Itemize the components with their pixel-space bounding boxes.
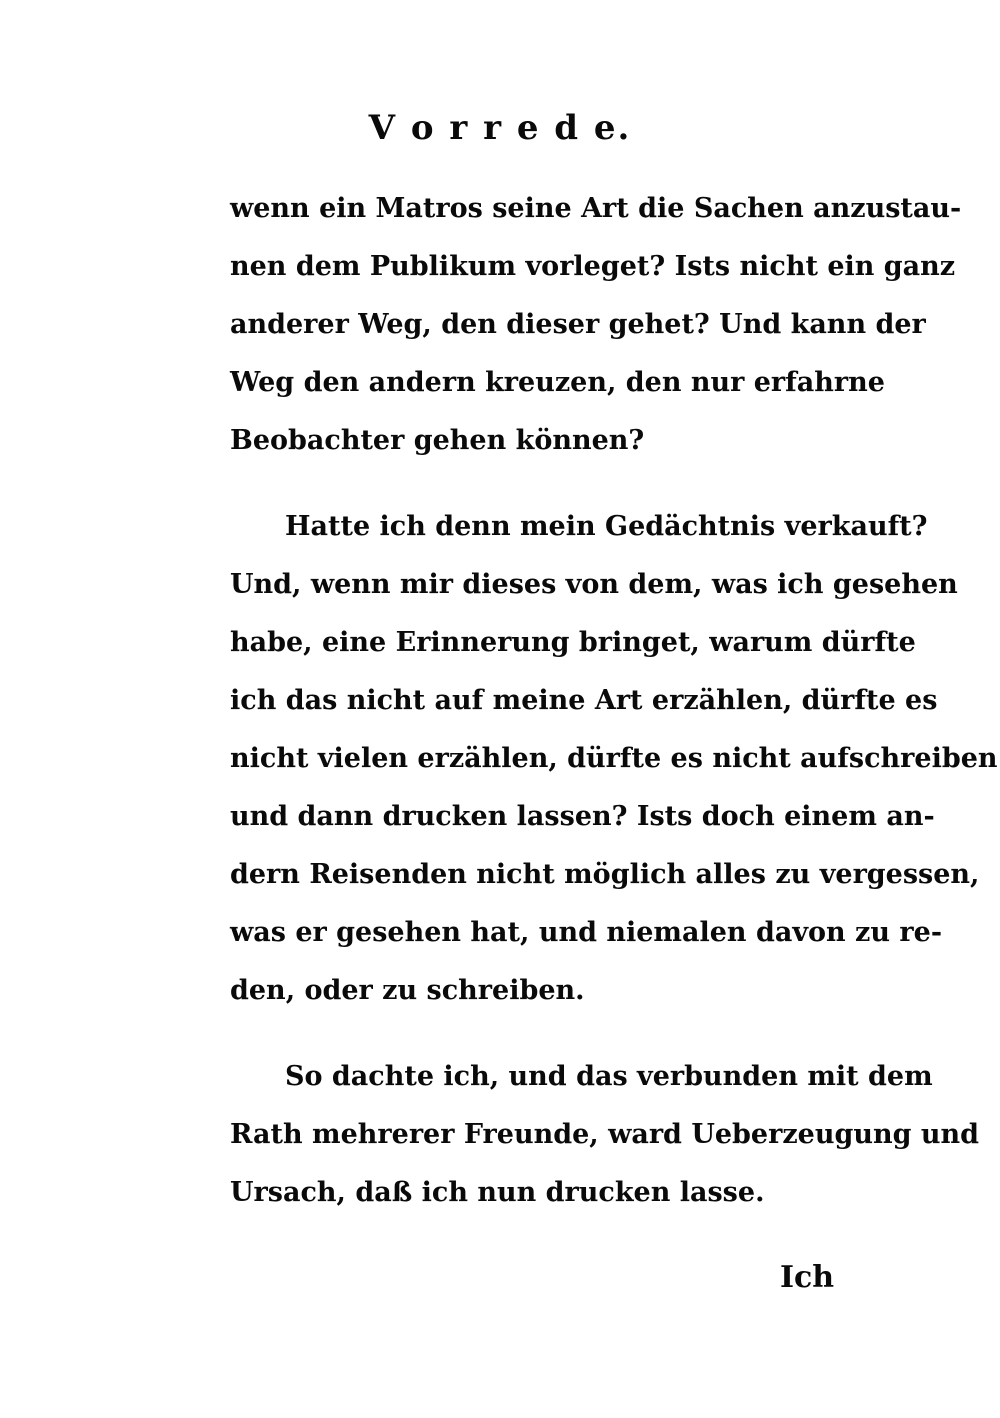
text-line: nicht vielen erzählen, dürfte es nicht aufschreiben xyxy=(230,743,998,774)
text-line: Hatte ich denn mein Gedächtnis verkauft? xyxy=(285,511,928,542)
text-line: den, oder zu schreiben. xyxy=(230,975,585,1006)
running-header: V o r r e d e. xyxy=(368,108,632,148)
text-line: Beobachter gehen können? xyxy=(230,425,645,456)
text-line: wenn ein Matros seine Art die Sachen anzustau- xyxy=(230,193,962,224)
text-line: Und, wenn mir dieses von dem, was ich gesehen xyxy=(230,569,958,600)
text-line: nen dem Publikum vorleget? Ists nicht ein ganz xyxy=(230,251,956,282)
text-line: So dachte ich, und das verbunden mit dem xyxy=(285,1061,933,1092)
text-line: Ursach, daß ich nun drucken lasse. xyxy=(230,1177,765,1208)
text-line: Rath mehrerer Freunde, ward Ueberzeugung und xyxy=(230,1119,980,1150)
text-line: ich das nicht auf meine Art erzählen, dürfte es xyxy=(230,685,938,716)
catchword: Ich xyxy=(780,1260,835,1295)
text-line: habe, eine Erinnerung bringet, warum dürfte xyxy=(230,627,916,658)
text-line: anderer Weg, den dieser gehet? Und kann der xyxy=(230,309,926,340)
text-line: und dann drucken lassen? Ists doch einem an- xyxy=(230,801,935,832)
text-line: Weg den andern kreuzen, den nur erfahrne xyxy=(230,367,885,398)
text-line: dern Reisenden nicht möglich alles zu vergessen, xyxy=(230,859,980,890)
text-line: was er gesehen hat, und niemalen davon zu re- xyxy=(230,917,943,948)
